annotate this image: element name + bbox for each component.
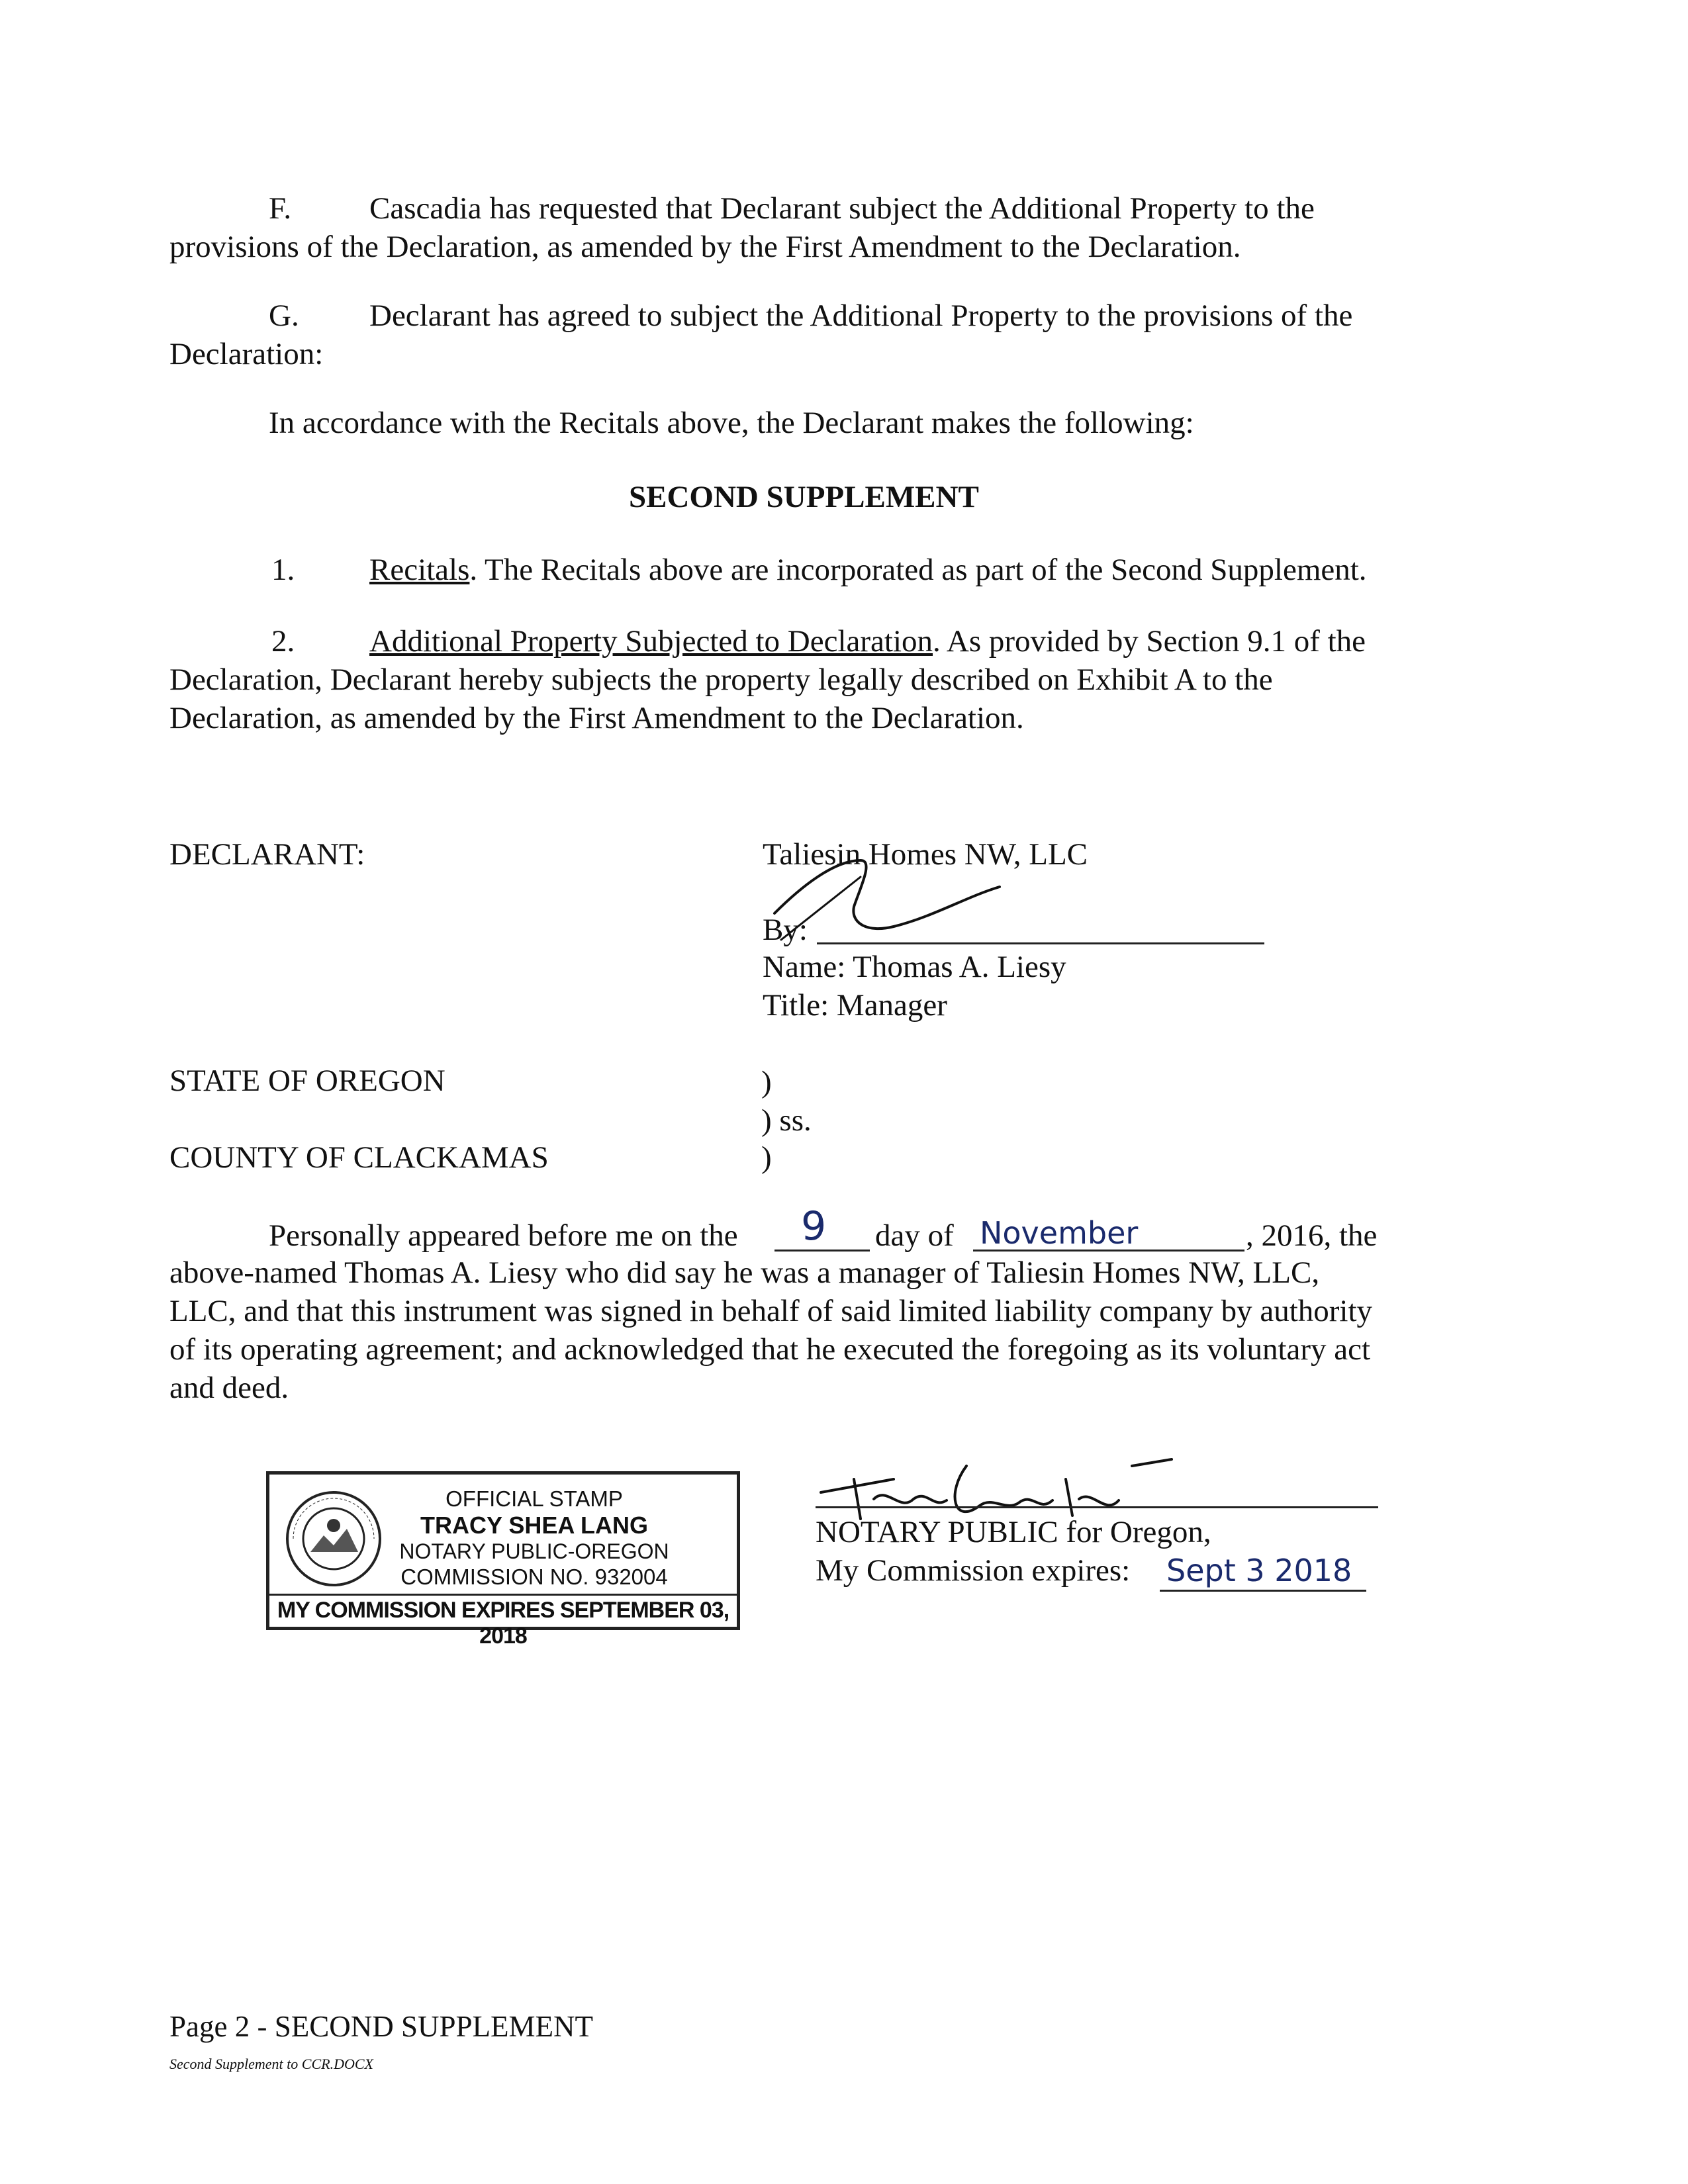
stamp-line-2: TRACY SHEA LANG: [420, 1512, 649, 1539]
notary-signature-line: [816, 1506, 1378, 1508]
section-1-body: . The Recitals above are incorporated as part of the Second Supplement.: [469, 553, 1367, 587]
section-2-line1: [369, 622, 1366, 660]
section-2-line2: Declaration, Declarant hereby subjects the property legally described on Exhibit A to the: [169, 662, 1273, 697]
stamp-line-1: OFFICIAL STAMP: [445, 1486, 623, 1511]
section-2-line1-rest: . As provided by Section 9.1 of the: [933, 624, 1366, 659]
ack-day-line: [774, 1250, 870, 1251]
notary-expires-label: My Commission expires:: [816, 1553, 1131, 1588]
by-label: By:: [763, 913, 808, 947]
ack-day: 9: [801, 1203, 827, 1250]
ack-line3: LLC, and that this instrument was signed in behalf of said limited liability company by authority: [169, 1294, 1373, 1328]
venue-paren-3: ): [761, 1140, 772, 1175]
stamp-divider: [269, 1594, 737, 1596]
section-2-number: 2.: [271, 624, 295, 659]
section-1-text: [369, 551, 1367, 589]
declarant-label: DECLARANT:: [169, 837, 365, 872]
declarant-signature: [761, 841, 1026, 953]
section-1-title: Recitals: [369, 553, 470, 587]
venue-county: COUNTY OF CLACKAMAS: [169, 1140, 549, 1175]
ack-line5: and deed.: [169, 1371, 289, 1405]
section-2-line3: Declaration, as amended by the First Amendment to the Declaration.: [169, 701, 1024, 735]
venue-paren-1: ): [761, 1065, 772, 1099]
section-2-title: Additional Property Subjected to Declaration: [369, 624, 933, 659]
footer-filename: Second Supplement to CCR.DOCX: [169, 2056, 373, 2072]
venue-state: STATE OF OREGON: [169, 1064, 445, 1098]
recital-g-line2: Declaration:: [169, 337, 324, 371]
ack-line4: of its operating agreement; and acknowledged that he executed the foregoing as its voluntary act: [169, 1332, 1371, 1367]
venue-ss: ) ss.: [761, 1103, 812, 1138]
ack-month: November: [980, 1215, 1139, 1251]
declarant-company: Taliesin Homes NW, LLC: [763, 837, 1088, 872]
signatory-name: Name: Thomas A. Liesy: [763, 950, 1066, 984]
ack-line2: above-named Thomas A. Liesy who did say he was a manager of Taliesin Homes NW, LLC,: [169, 1255, 1320, 1290]
notary-title: NOTARY PUBLIC for Oregon,: [816, 1515, 1211, 1549]
notary-stamp: [266, 1471, 740, 1649]
signatory-title: Title: Manager: [763, 988, 947, 1023]
recital-f-line1: Cascadia has requested that Declarant subject the Additional Property to the: [369, 191, 1315, 226]
footer-page-title: Page 2 - SECOND SUPPLEMENT: [169, 2010, 594, 2043]
stamp-line-4: COMMISSION NO. 932004: [400, 1565, 668, 1589]
recital-g-line1: Declarant has agreed to subject the Additional Property to the provisions of the: [369, 298, 1353, 333]
section-heading: SECOND SUPPLEMENT: [629, 480, 979, 514]
notary-expires-value: Sept 3 2018: [1166, 1553, 1352, 1588]
recital-f-label: F.: [269, 191, 292, 226]
stamp-line-3: NOTARY PUBLIC-OREGON: [399, 1539, 669, 1563]
ack-line1-part1: Personally appeared before me on the: [269, 1218, 738, 1253]
recital-f-line2: provisions of the Declaration, as amended by the First Amendment to the Declaration.: [169, 230, 1241, 264]
section-1-number: 1.: [271, 553, 295, 587]
ack-line1-part2: day of: [875, 1218, 954, 1253]
notary-expires-line: [1160, 1590, 1366, 1592]
recital-g-label: G.: [269, 298, 299, 333]
ack-line1-part3: , 2016, the: [1246, 1218, 1378, 1253]
intro-paragraph: In accordance with the Recitals above, the Declarant makes the following:: [269, 406, 1194, 440]
stamp-line-5: MY COMMISSION EXPIRES SEPTEMBER 03, 2018: [277, 1598, 729, 1649]
